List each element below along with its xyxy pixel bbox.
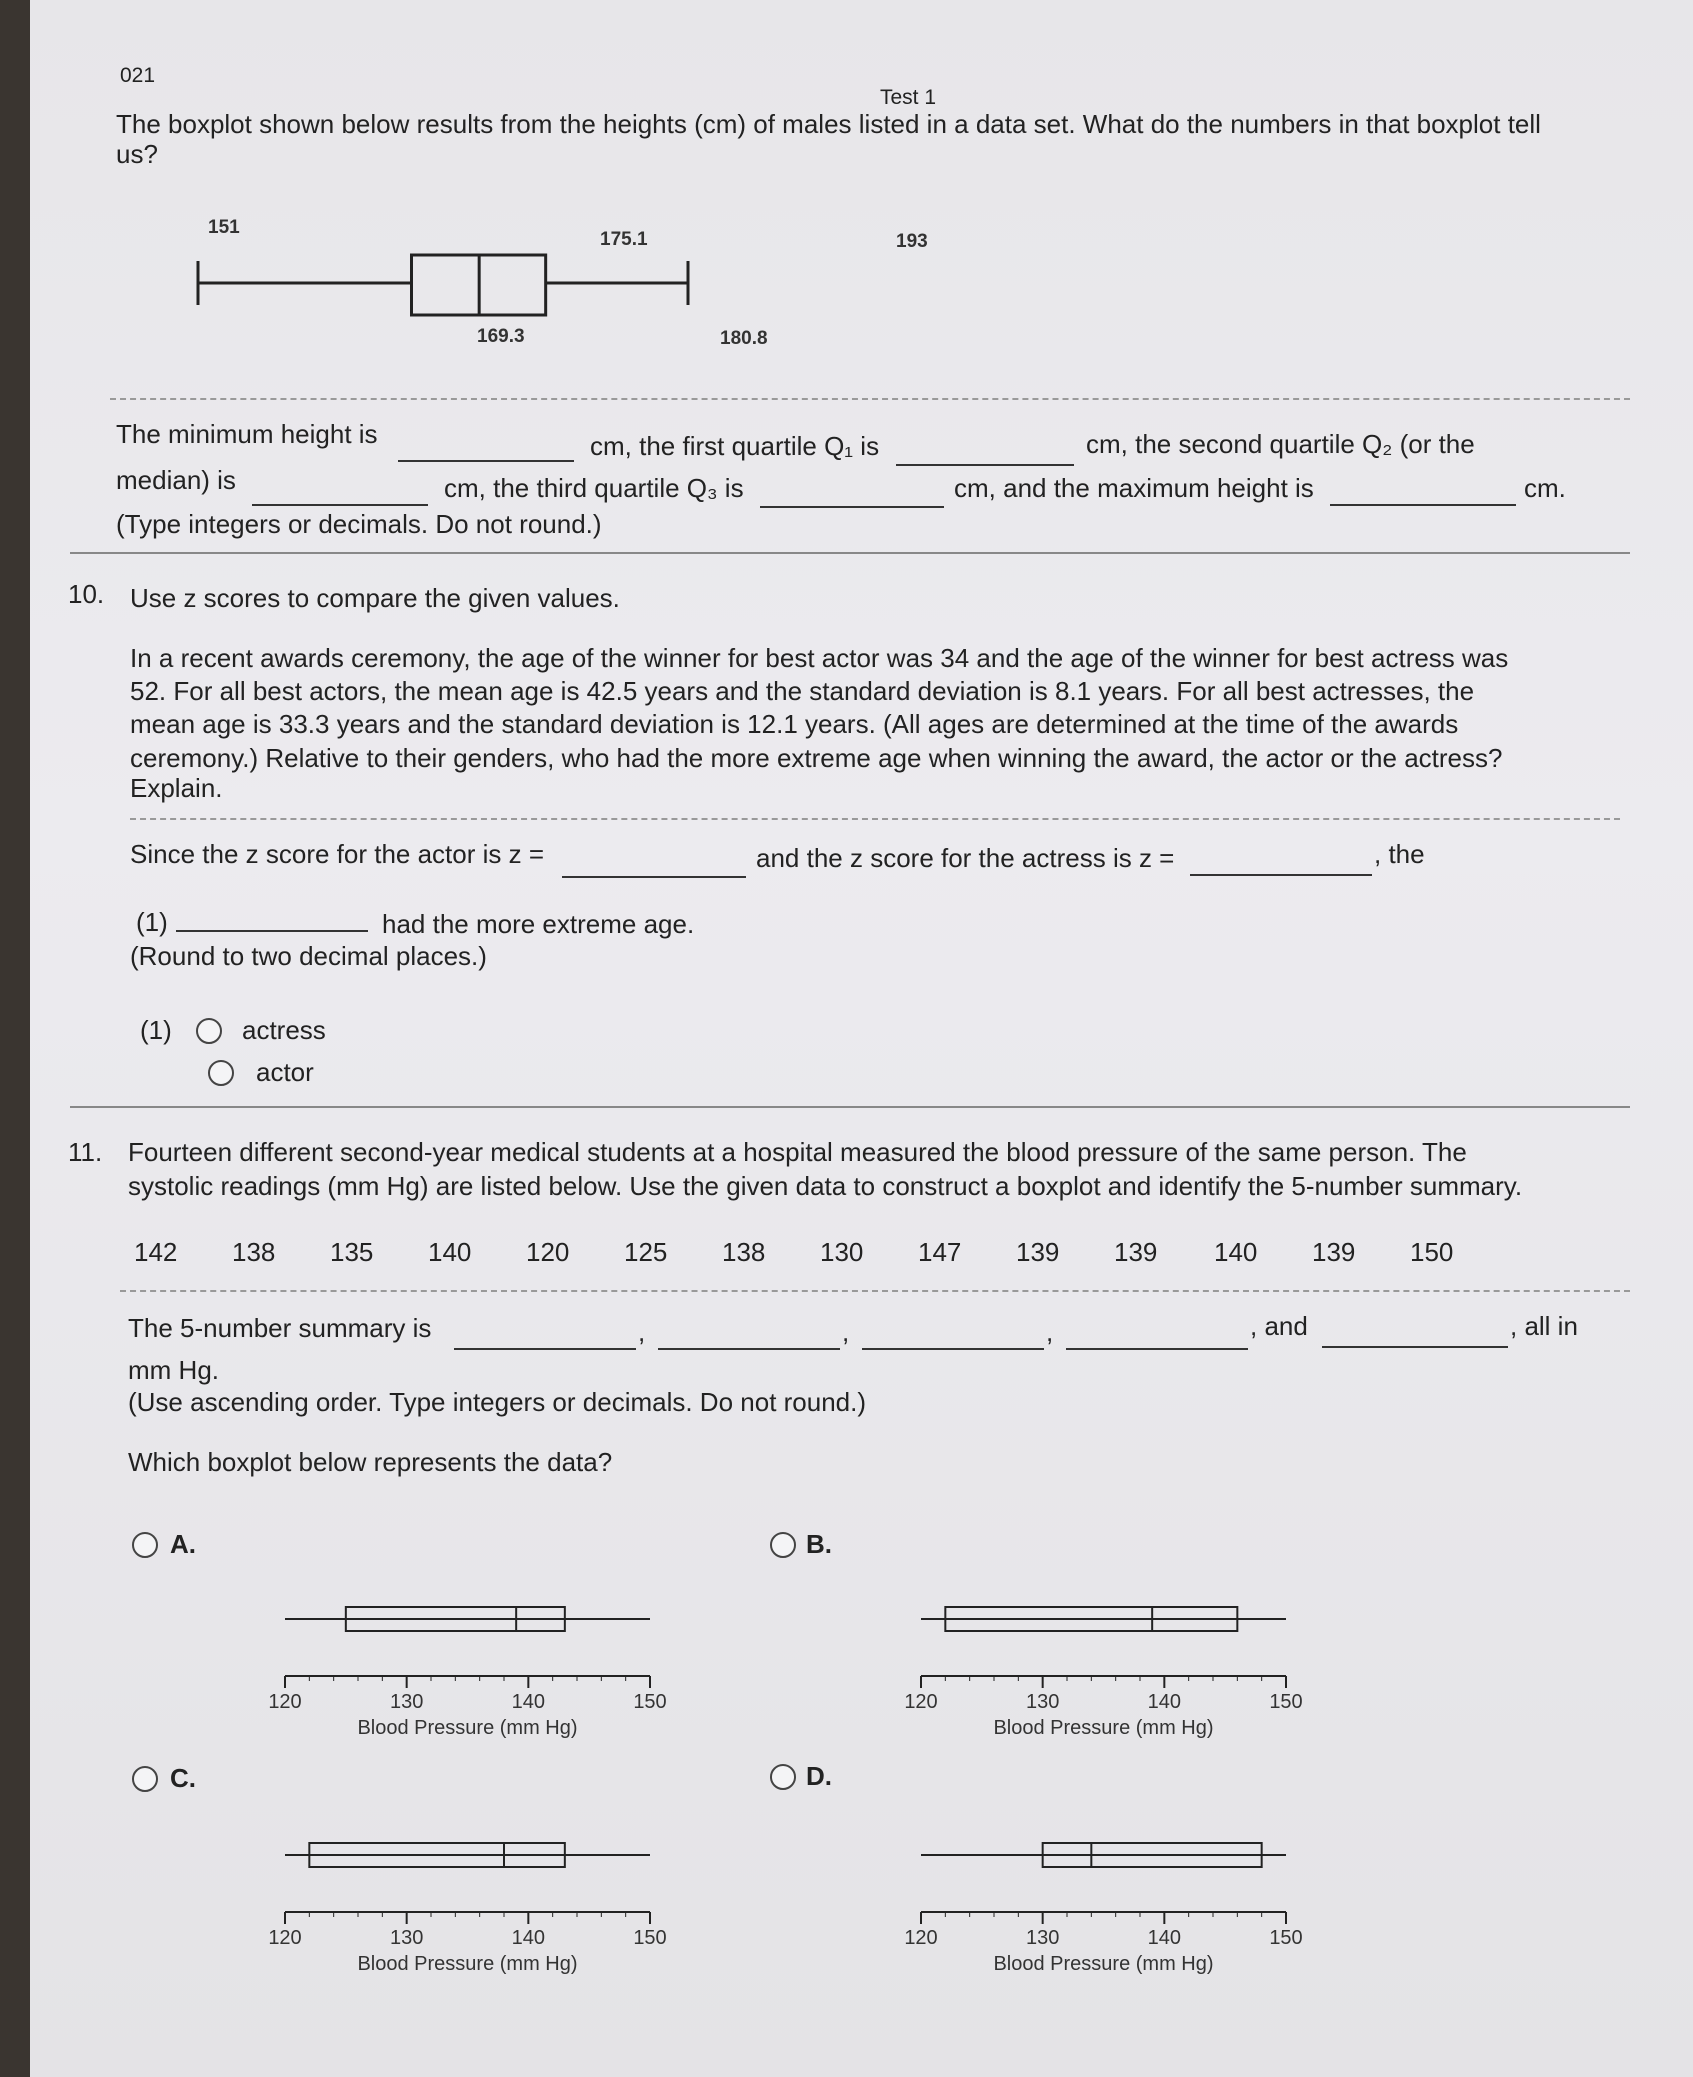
q11-note: (Use ascending order. Type integers or decimals. Do not round.)	[128, 1387, 867, 1417]
min-label: 151	[208, 217, 240, 238]
choice-d-boxplot	[866, 1826, 1326, 1976]
choice-c-boxplot	[230, 1826, 690, 1976]
actress-z-input[interactable]	[1190, 874, 1372, 876]
tick-label: 130	[389, 1691, 424, 1713]
choice-d-radio[interactable]	[770, 1764, 796, 1790]
q10-body-line2: 52. For all best actors, the mean age is 42.5 years and the standard deviation is 8.1 years. For all best actresses, the	[130, 676, 1475, 706]
q9-answer-a1: The minimum height is	[116, 419, 378, 449]
min-height-input[interactable]	[398, 460, 574, 462]
all-in-label: , all in	[1510, 1311, 1578, 1341]
height-boxplot	[180, 210, 970, 360]
q10-body-line1: In a recent awards ceremony, the age of the winner for best actor was 34 and the age of the winner for best actress was	[130, 643, 1509, 673]
tick-label: 120	[904, 1691, 938, 1713]
q9-answer-a2: cm, the first quartile Q₁ is	[590, 431, 880, 461]
q11-line2: systolic readings (mm Hg) are listed below. Use the given data to construct a boxplot and identify the 5-number summary.	[128, 1171, 1523, 1201]
choice-a-boxplot	[230, 1590, 690, 1740]
q9-answer-a4: median) is	[116, 465, 236, 495]
tick-label: 140	[1147, 1927, 1182, 1949]
choice-d-letter: D.	[806, 1761, 832, 1791]
reading: 138	[722, 1237, 766, 1267]
q10-body-line3: mean age is 33.3 years and the standard deviation is 12.1 years. (All ages are determined at the time of the awards	[130, 709, 1459, 739]
tick-label: 140	[1147, 1691, 1182, 1713]
tick-label: 130	[1025, 1927, 1060, 1949]
unit-label: mm Hg.	[128, 1355, 219, 1385]
tick-label: 120	[268, 1927, 302, 1949]
q11-summary-label: The 5-number summary is	[128, 1313, 432, 1343]
choice-a-radio[interactable]	[132, 1532, 158, 1558]
reading: 139	[1114, 1237, 1158, 1267]
q10-number: 10.	[68, 579, 105, 609]
q10-blank-tail: had the more extreme age.	[382, 909, 695, 939]
choice-b-letter: B.	[806, 1529, 832, 1559]
choice-c-letter: C.	[170, 1763, 196, 1793]
reading: 142	[134, 1237, 178, 1267]
reading: 140	[1214, 1237, 1258, 1267]
which-boxplot: Which boxplot below represents the data?	[128, 1447, 613, 1477]
choice-c-radio[interactable]	[132, 1766, 158, 1792]
tick-label: 120	[904, 1927, 938, 1949]
q3-input[interactable]	[760, 506, 944, 508]
median-label: 175.1	[600, 229, 648, 250]
q10-body-line4: ceremony.) Relative to their genders, who had the more extreme age when winning the award, the actor or the actress?	[130, 743, 1503, 773]
comma: ,	[842, 1317, 850, 1347]
reading: 125	[624, 1237, 668, 1267]
max-label: 193	[896, 231, 928, 252]
reading: 138	[232, 1237, 276, 1267]
reading: 139	[1016, 1237, 1060, 1267]
reading: 150	[1410, 1237, 1454, 1267]
extreme-age-select[interactable]	[176, 930, 368, 932]
choice-b-radio[interactable]	[770, 1532, 796, 1558]
q9-prompt-line2: us?	[116, 139, 158, 169]
q10-blank-num: (1)	[136, 907, 168, 937]
q10-since-1: Since the z score for the actor is z =	[130, 839, 545, 869]
median-input[interactable]	[252, 504, 428, 506]
actor-z-input[interactable]	[562, 876, 746, 878]
radio-actor[interactable]	[208, 1060, 234, 1086]
q9-note: (Type integers or decimals. Do not round.)	[116, 509, 602, 539]
x-axis-label: Blood Pressure (mm Hg)	[993, 1717, 1214, 1739]
reading: 147	[918, 1237, 962, 1267]
q3-label: 180.8	[720, 328, 768, 349]
year-fragment: 021	[120, 64, 156, 87]
worksheet-page	[30, 0, 1693, 2077]
tick-label: 140	[511, 1927, 546, 1949]
tick-label: 120	[268, 1691, 302, 1713]
tick-label: 130	[389, 1927, 424, 1949]
summary-input-2[interactable]	[658, 1348, 840, 1350]
and-label: , and	[1250, 1311, 1308, 1341]
summary-input-1[interactable]	[454, 1348, 636, 1350]
summary-input-4[interactable]	[1066, 1348, 1248, 1350]
tick-label: 150	[633, 1691, 667, 1713]
q10-options-label: (1)	[140, 1015, 172, 1045]
q1-label: 169.3	[477, 326, 525, 347]
option-actor-label: actor	[256, 1057, 314, 1087]
comma: ,	[1046, 1317, 1054, 1347]
reading: 120	[526, 1237, 570, 1267]
q9-prompt-line1: The boxplot shown below results from the heights (cm) of males listed in a data set. What do the numbers in that boxplot tell	[116, 109, 1541, 139]
summary-input-3[interactable]	[862, 1348, 1044, 1350]
section-divider	[70, 552, 1630, 554]
q10-body-line5: Explain.	[130, 773, 223, 803]
reading: 135	[330, 1237, 374, 1267]
choice-b-boxplot	[866, 1590, 1326, 1740]
tick-label: 150	[1269, 1927, 1303, 1949]
tick-label: 150	[633, 1927, 667, 1949]
q10-title: Use z scores to compare the given values.	[130, 583, 620, 613]
option-actress-label: actress	[242, 1015, 326, 1045]
divider	[110, 398, 1630, 400]
tick-label: 140	[511, 1691, 546, 1713]
q11-number: 11.	[68, 1137, 103, 1167]
q1-input[interactable]	[896, 464, 1074, 466]
max-height-input[interactable]	[1330, 504, 1516, 506]
x-axis-label: Blood Pressure (mm Hg)	[993, 1953, 1214, 1975]
divider	[130, 818, 1620, 820]
x-axis-label: Blood Pressure (mm Hg)	[357, 1953, 578, 1975]
divider	[120, 1290, 1630, 1292]
summary-input-5[interactable]	[1322, 1346, 1508, 1348]
q9-answer-a7: cm.	[1524, 473, 1566, 503]
test-label: Test 1	[880, 86, 937, 109]
q11-line1: Fourteen different second-year medical students at a hospital measured the blood pressure of the same person. The	[128, 1137, 1467, 1167]
q9-answer-a5: cm, the third quartile Q₃ is	[444, 473, 744, 503]
x-axis-label: Blood Pressure (mm Hg)	[357, 1717, 578, 1739]
q9-answer-a3: cm, the second quartile Q₂ (or the	[1086, 429, 1475, 459]
choice-a-letter: A.	[170, 1529, 196, 1559]
section-divider	[70, 1106, 1630, 1108]
reading: 130	[820, 1237, 864, 1267]
readings-list	[134, 1236, 1534, 1268]
q10-since-3: , the	[1374, 839, 1425, 869]
q10-round-note: (Round to two decimal places.)	[130, 941, 487, 971]
reading: 139	[1312, 1237, 1356, 1267]
q10-since-2: and the z score for the actress is z =	[756, 843, 1175, 873]
comma: ,	[638, 1317, 646, 1347]
q9-answer-a6: cm, and the maximum height is	[954, 473, 1314, 503]
reading: 140	[428, 1237, 472, 1267]
tick-label: 150	[1269, 1691, 1303, 1713]
tick-label: 130	[1025, 1691, 1060, 1713]
radio-actress[interactable]	[196, 1018, 222, 1044]
